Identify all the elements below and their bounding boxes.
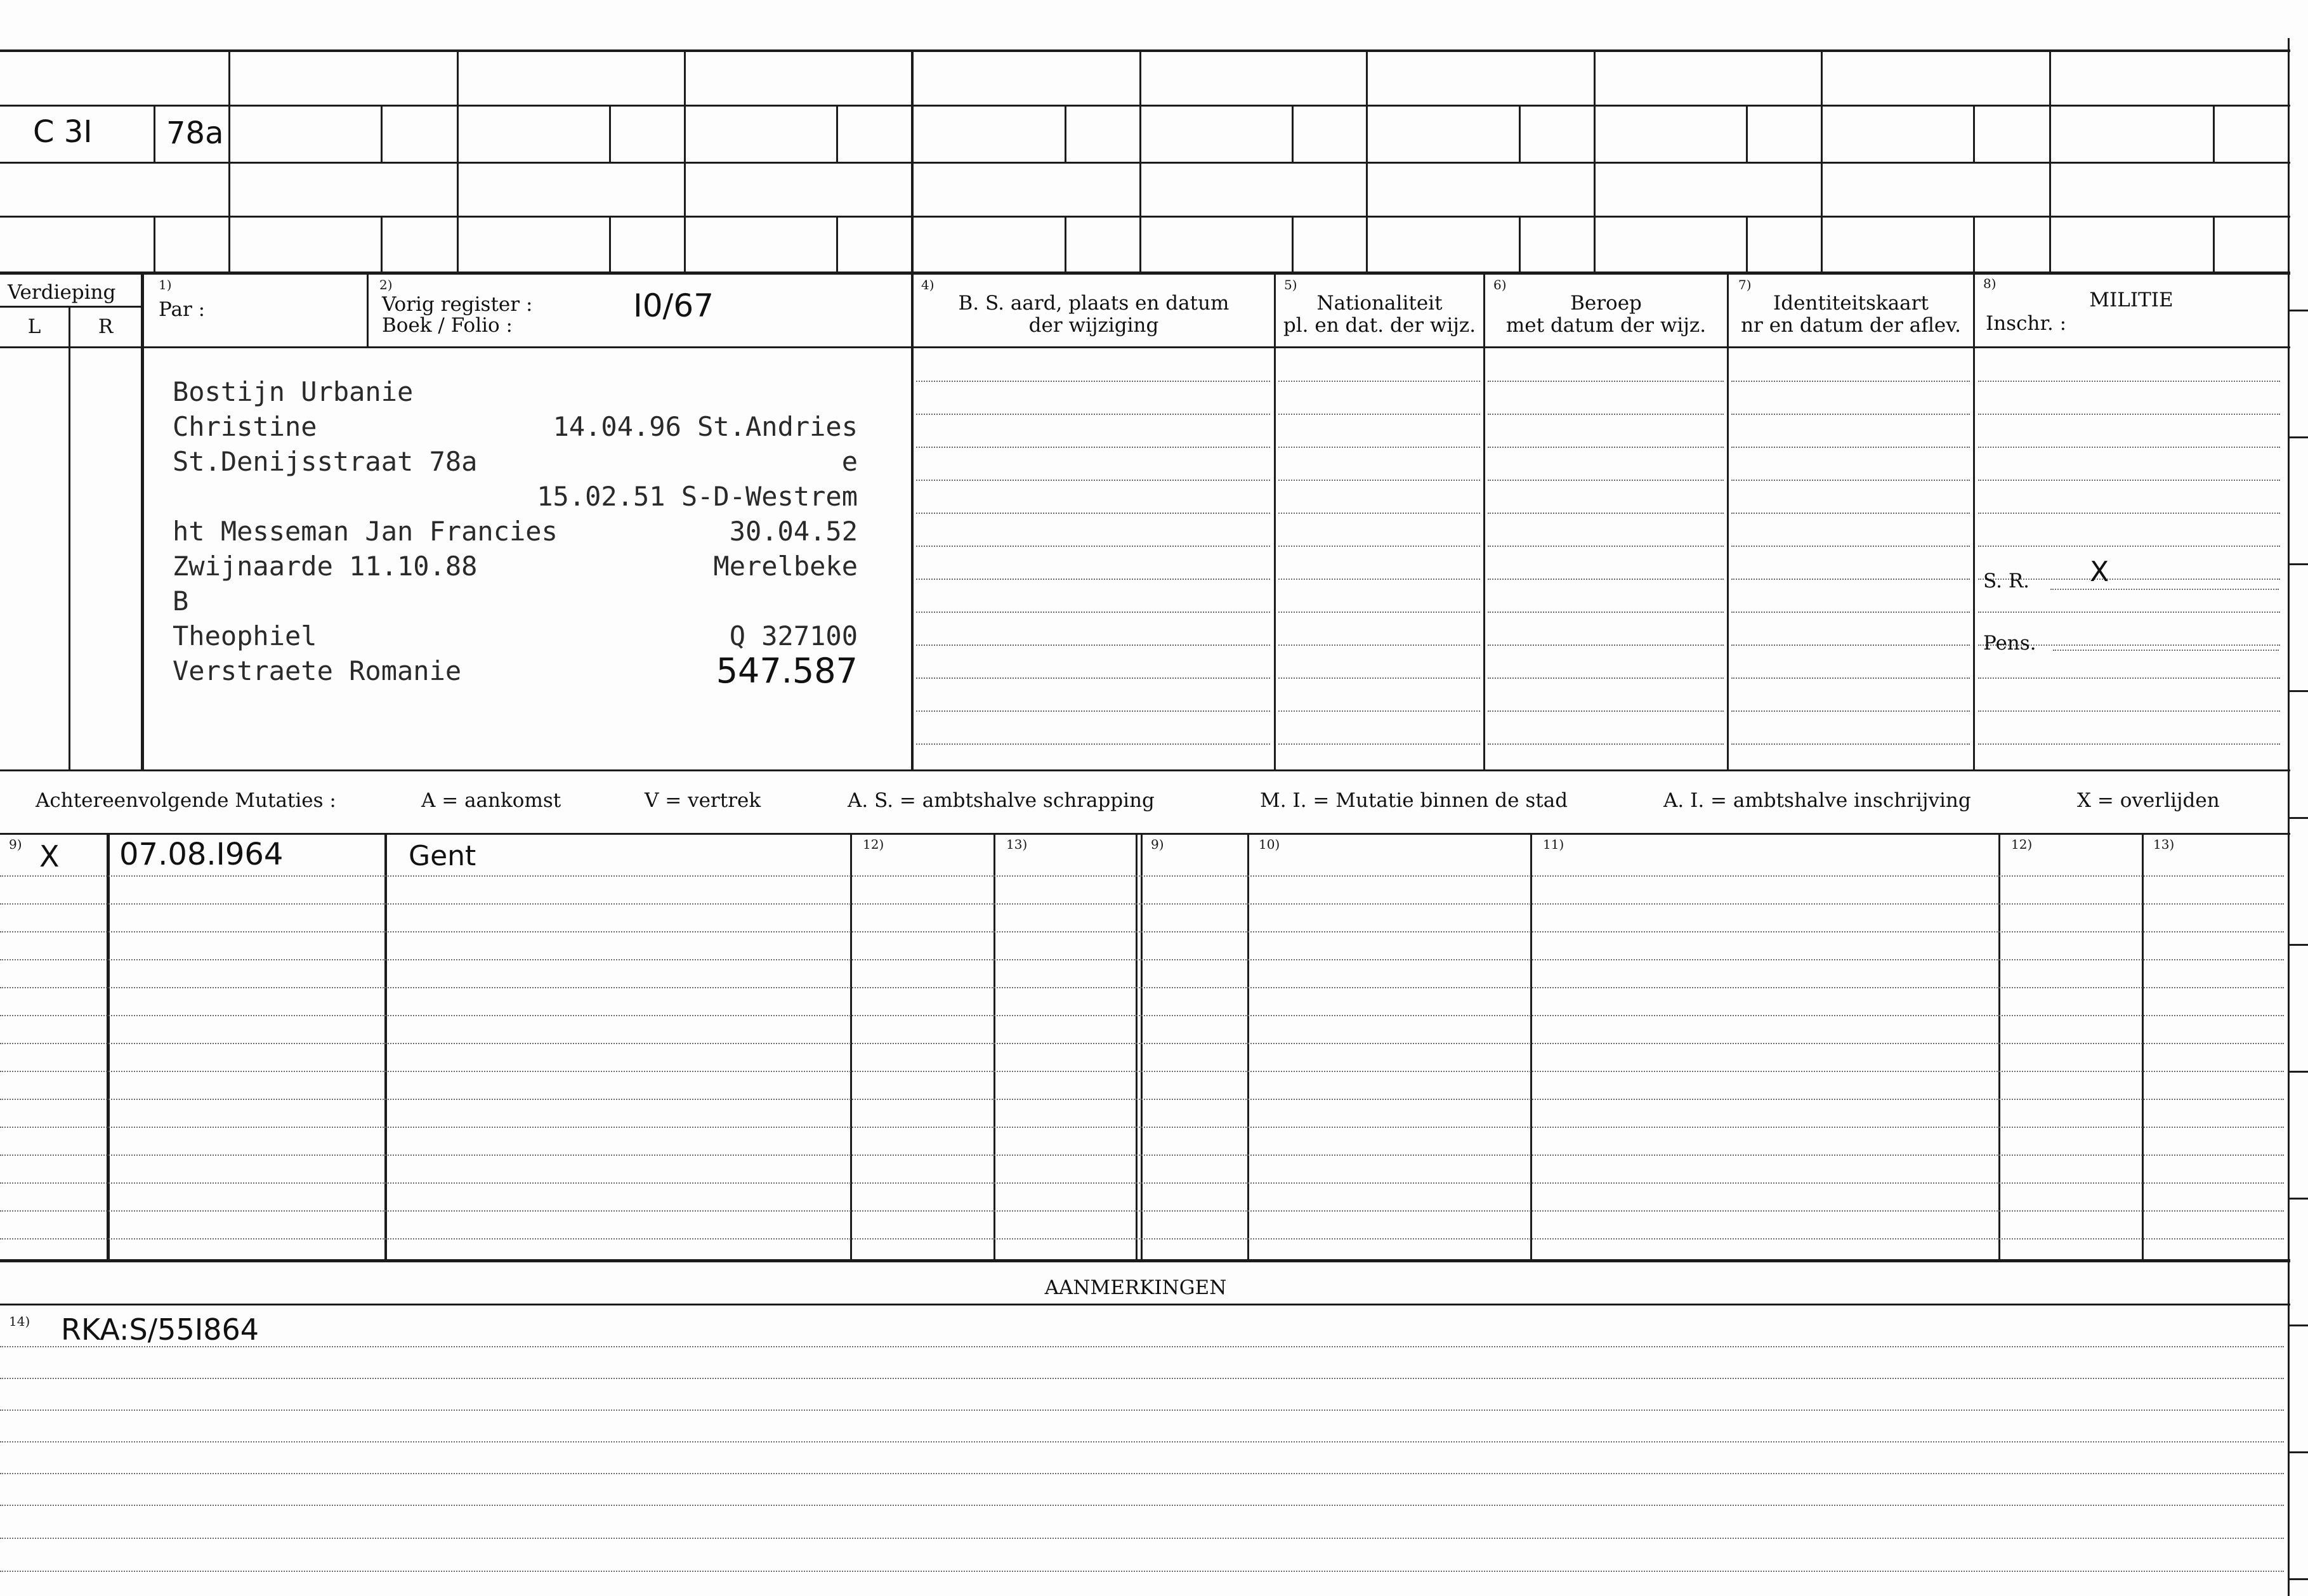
- dotted-line: [916, 414, 1270, 415]
- grid-col: [1821, 51, 1823, 273]
- dotted-line: [1731, 743, 1970, 745]
- person-line-right: Merelbeke: [713, 551, 858, 582]
- dotted-line: [0, 1441, 2284, 1442]
- dotted-line: [1278, 579, 1480, 580]
- grid-sub: [1973, 106, 1975, 162]
- dotted-line: [1278, 546, 1480, 547]
- col-id-end: [1973, 274, 1975, 771]
- sr-value: X: [2090, 556, 2109, 588]
- person-line-right: 30.04.52: [729, 516, 858, 547]
- dotted-line: [1978, 480, 2280, 481]
- floor-label: Verdieping: [8, 281, 116, 304]
- edge-tick: [2289, 817, 2308, 819]
- grid-sub: [836, 106, 838, 162]
- grid-sub: [1746, 217, 1748, 273]
- dotted-line: [1278, 480, 1480, 481]
- dotted-line: [1731, 447, 1970, 448]
- mut-col: [1141, 834, 1143, 1260]
- dotted-line: [0, 1127, 2284, 1128]
- dotted-line: [1731, 644, 1970, 646]
- dotted-line: [0, 1346, 2284, 1347]
- grid-sub: [1292, 217, 1294, 273]
- grid-sub: [1292, 106, 1294, 162]
- mut-col: [384, 834, 387, 1260]
- floor-right: R: [98, 315, 114, 338]
- dotted-line: [1278, 743, 1480, 745]
- grid-sub: [381, 106, 383, 162]
- dotted-line: [0, 875, 2284, 877]
- grid-col: [1366, 51, 1368, 273]
- par-label: Par :: [159, 298, 206, 321]
- col-floor-end: [141, 274, 144, 771]
- dotted-line: [0, 1043, 2284, 1044]
- legend-item: X = overlijden: [2077, 789, 2220, 812]
- edge-tick: [2289, 1578, 2308, 1580]
- remarks-rule: [0, 1304, 2290, 1305]
- id-line1: Identiteitskaart: [1773, 292, 1929, 315]
- mutations-top-rule: [0, 833, 2290, 835]
- grid-sub: [154, 106, 155, 162]
- mut-col: [107, 834, 110, 1260]
- dotted-line: [1978, 414, 2280, 415]
- legend-item: A. I. = ambtshalve inschrijving: [1663, 789, 1971, 812]
- dotted-line: [916, 381, 1270, 382]
- dotted-line: [1488, 414, 1724, 415]
- vorig-value: I0/67: [633, 287, 714, 324]
- dotted-line: [0, 1538, 2284, 1539]
- dotted-line: [1488, 480, 1724, 481]
- edge-tick: [2289, 690, 2308, 692]
- mut-col: [1136, 834, 1138, 1260]
- dotted-line: [1278, 447, 1480, 448]
- edge-tick: [2289, 944, 2308, 946]
- grid-sub: [1519, 217, 1521, 273]
- grid-rule-3: [0, 216, 2290, 218]
- sr-dots: [2050, 589, 2279, 590]
- grid-sub: [1519, 106, 1521, 162]
- dotted-line: [0, 1154, 2284, 1156]
- person-line-left: St.Denijsstraat 78a: [173, 446, 478, 477]
- dotted-line: [1488, 743, 1724, 745]
- col-nat-end: [1483, 274, 1485, 771]
- person-line-left: Bostijn Urbanie: [173, 376, 414, 407]
- edge-tick: [2289, 1198, 2308, 1200]
- dotted-line: [0, 903, 2284, 905]
- dotted-line: [0, 1238, 2284, 1240]
- edge-tick: [2289, 310, 2308, 311]
- mut-col: [2142, 834, 2144, 1260]
- grid-col: [1594, 51, 1596, 273]
- legend-item: A. S. = ambtshalve schrapping: [848, 789, 1155, 812]
- dotted-line: [1731, 677, 1970, 679]
- dotted-line: [1278, 381, 1480, 382]
- dotted-line: [1278, 414, 1480, 415]
- grid-col: [1139, 51, 1141, 273]
- dotted-line: [0, 987, 2284, 988]
- dotted-line: [1978, 381, 2280, 382]
- dotted-line: [1731, 513, 1970, 514]
- pens-dots: [2053, 650, 2279, 651]
- dotted-line: [0, 959, 2284, 960]
- floor-left: L: [27, 315, 41, 338]
- code-78a: 78a: [166, 115, 224, 151]
- col-beroep-end: [1727, 274, 1729, 771]
- par-num: 1): [159, 277, 172, 292]
- dotted-line: [916, 579, 1270, 580]
- person-line-left: B: [173, 585, 189, 617]
- mut-num-9a: 9): [9, 837, 22, 852]
- mut-num-13a: 13): [1006, 837, 1028, 852]
- dotted-line: [1978, 677, 2280, 679]
- grid-sub: [1973, 217, 1975, 273]
- dotted-line: [1978, 546, 2280, 547]
- mut-num-12b: 12): [2011, 837, 2033, 852]
- sr-label: S. R.: [1983, 570, 2030, 592]
- grid-sub: [836, 217, 838, 273]
- militie-inschr: Inschr. :: [1986, 312, 2067, 335]
- mut-num-9b: 9): [1151, 837, 1164, 852]
- dotted-line: [1488, 710, 1724, 712]
- edge-tick: [2289, 1451, 2308, 1453]
- person-line-right: 15.02.51 S-D-Westrem: [537, 481, 858, 512]
- dotted-line: [0, 1182, 2284, 1184]
- col-floor-mid: [69, 308, 70, 771]
- person-line-right: 547.587: [716, 651, 858, 691]
- grid-col: [2049, 51, 2051, 273]
- col-bs-end: [1274, 274, 1276, 771]
- dotted-line: [1488, 612, 1724, 613]
- vorig-line2: Boek / Folio :: [382, 314, 513, 337]
- grid-sub: [381, 217, 383, 273]
- floor-split: [0, 306, 143, 308]
- dotted-line: [1278, 612, 1480, 613]
- grid-sub: [1065, 217, 1066, 273]
- dotted-line: [1731, 546, 1970, 547]
- vorig-num: 2): [379, 277, 393, 292]
- militie-num: 8): [1983, 276, 1997, 291]
- dotted-line: [1731, 480, 1970, 481]
- mut-num-10: 10): [1259, 837, 1280, 852]
- edge-tick: [2289, 436, 2308, 438]
- edge-tick: [2289, 1325, 2308, 1326]
- mutation-date: 07.08.I964: [119, 837, 284, 872]
- mut-num-12a: 12): [863, 837, 884, 852]
- dotted-line: [0, 931, 2284, 932]
- dotted-line: [1488, 644, 1724, 646]
- id-line2: nr en datum der aflev.: [1741, 314, 1961, 337]
- mut-col: [1247, 834, 1249, 1260]
- dotted-line: [0, 1099, 2284, 1100]
- dotted-line: [916, 480, 1270, 481]
- grid-col: [457, 51, 459, 273]
- dotted-line: [916, 447, 1270, 448]
- grid-sub: [154, 217, 155, 273]
- dotted-line: [916, 710, 1270, 712]
- mutation-place: Gent: [409, 840, 476, 872]
- grid-sub: [1746, 106, 1748, 162]
- grid-rule-2: [0, 162, 2290, 164]
- mut-col: [1530, 834, 1532, 1260]
- person-line-left: ht Messeman Jan Francies: [173, 516, 558, 547]
- dotted-line: [1488, 381, 1724, 382]
- dotted-line: [1488, 447, 1724, 448]
- nat-line2: pl. en dat. der wijz.: [1283, 314, 1476, 337]
- dotted-line: [916, 743, 1270, 745]
- dotted-line: [0, 1505, 2284, 1506]
- remarks-title: AANMERKINGEN: [1044, 1276, 1227, 1299]
- person-line-right: e: [841, 446, 858, 477]
- dotted-line: [0, 1378, 2284, 1379]
- dotted-line: [1488, 546, 1724, 547]
- col-info-end: [911, 274, 914, 771]
- person-details: [173, 376, 870, 705]
- dotted-line: [1978, 612, 2280, 613]
- id-num: 7): [1738, 277, 1752, 292]
- grid-col: [911, 51, 914, 273]
- nat-line1: Nationaliteit: [1316, 292, 1443, 315]
- dotted-line: [1731, 710, 1970, 712]
- dotted-line: [0, 1071, 2284, 1072]
- dotted-line: [1731, 612, 1970, 613]
- dotted-line: [0, 1210, 2284, 1212]
- dotted-line: [1278, 710, 1480, 712]
- remarks-num: 14): [9, 1314, 30, 1329]
- dotted-line: [1488, 513, 1724, 514]
- dotted-line: [1488, 677, 1724, 679]
- dotted-line: [0, 1015, 2284, 1016]
- top-rule: [0, 49, 2290, 52]
- person-line-left: Zwijnaarde 11.10.88: [173, 551, 478, 582]
- dotted-line: [916, 513, 1270, 514]
- person-line-left: Verstraete Romanie: [173, 655, 462, 686]
- dotted-line: [1978, 710, 2280, 712]
- person-line-left: Theophiel: [173, 620, 317, 651]
- dotted-line: [1978, 743, 2280, 745]
- legend-item: V = vertrek: [645, 789, 761, 812]
- dotted-line: [1731, 414, 1970, 415]
- grid-rule-1: [0, 105, 2290, 107]
- dotted-line: [0, 1571, 2284, 1572]
- nat-num: 5): [1284, 277, 1297, 292]
- mut-num-11: 11): [1543, 837, 1564, 852]
- dotted-line: [916, 677, 1270, 679]
- dotted-line: [1978, 447, 2280, 448]
- header-rule: [0, 346, 2290, 348]
- dotted-line: [916, 612, 1270, 613]
- person-line-left: Christine: [173, 411, 317, 442]
- vorig-line1: Vorig register :: [382, 293, 533, 316]
- dotted-line: [0, 1473, 2284, 1474]
- beroep-num: 6): [1493, 277, 1507, 292]
- beroep-line2: met datum der wijz.: [1505, 314, 1707, 337]
- dotted-line: [1278, 677, 1480, 679]
- remarks-text: RKA:S/55I864: [61, 1312, 259, 1347]
- dotted-line: [0, 1410, 2284, 1411]
- grid-col: [228, 51, 230, 273]
- grid-sub: [609, 217, 611, 273]
- dotted-line: [916, 644, 1270, 646]
- legend-item: A = aankomst: [421, 789, 561, 812]
- bs-line2: der wijziging: [1028, 314, 1159, 337]
- bs-line1: B. S. aard, plaats en datum: [958, 292, 1229, 315]
- mut-num-13b: 13): [2153, 837, 2175, 852]
- dotted-line: [1488, 579, 1724, 580]
- info-bottom-rule: [0, 769, 2290, 771]
- dotted-line: [1278, 644, 1480, 646]
- pens-label: Pens.: [1983, 632, 2036, 655]
- legend-item: M. I. = Mutatie binnen de stad: [1260, 789, 1568, 812]
- grid-rule-4: [0, 271, 2290, 275]
- grid-sub: [2213, 106, 2215, 162]
- col-par-end: [367, 274, 369, 347]
- dotted-line: [1731, 381, 1970, 382]
- code-c31: C 3I: [33, 114, 93, 150]
- mut-col: [850, 834, 852, 1260]
- person-line-right: 14.04.96 St.Andries: [553, 411, 858, 442]
- grid-sub: [2213, 217, 2215, 273]
- beroep-line1: Beroep: [1570, 292, 1642, 315]
- grid-col: [684, 51, 686, 273]
- dotted-line: [1278, 513, 1480, 514]
- edge-tick: [2289, 563, 2308, 565]
- edge-tick: [2289, 1071, 2308, 1073]
- legend-title: Achtereenvolgende Mutaties :: [36, 789, 336, 812]
- mutations-bottom-rule: [0, 1259, 2290, 1262]
- grid-sub: [1065, 106, 1066, 162]
- mut-col: [1998, 834, 2000, 1260]
- militie-title: MILITIE: [2089, 289, 2174, 311]
- person-line-right: Q 327100: [729, 620, 858, 651]
- bs-num: 4): [921, 277, 934, 292]
- mutation-type: X: [39, 839, 60, 873]
- grid-sub: [609, 106, 611, 162]
- dotted-line: [1731, 579, 1970, 580]
- mut-col: [993, 834, 995, 1260]
- dotted-line: [916, 546, 1270, 547]
- dotted-line: [1978, 513, 2280, 514]
